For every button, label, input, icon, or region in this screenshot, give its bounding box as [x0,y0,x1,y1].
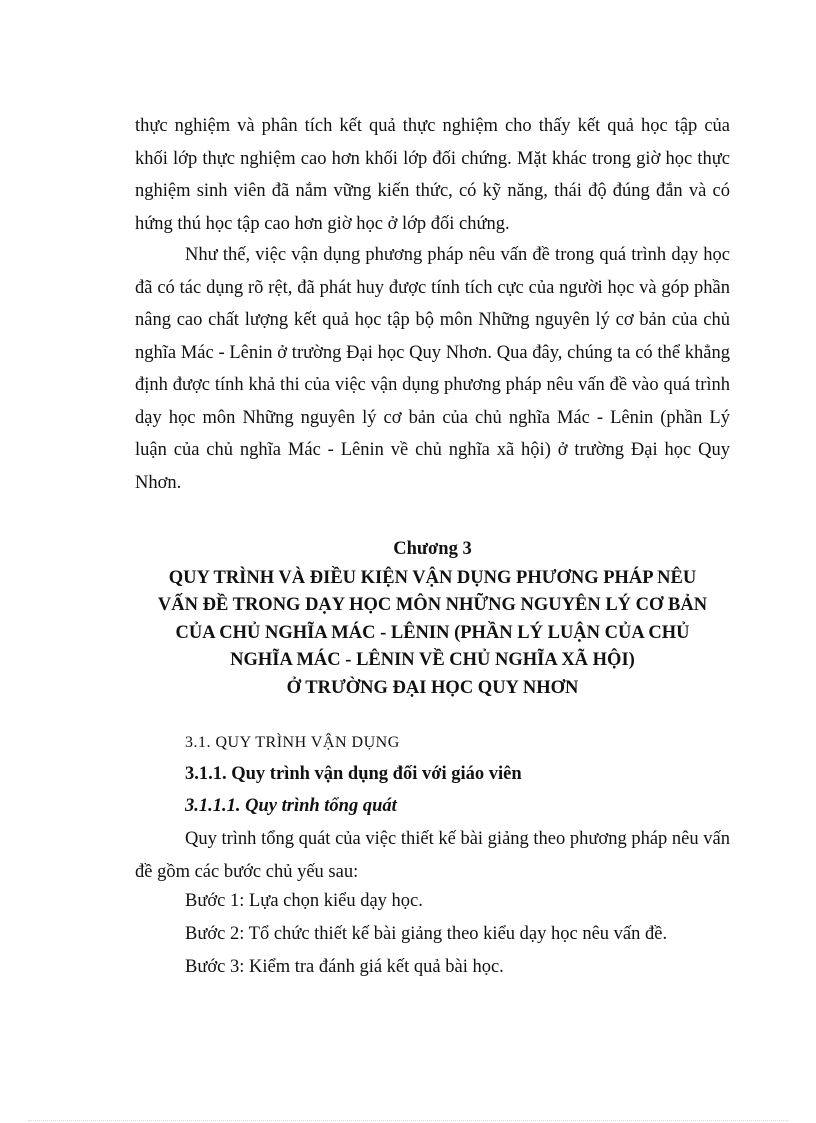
chapter-title-line: NGHĨA MÁC - LÊNIN VỀ CHỦ NGHĨA XÃ HỘI) [230,650,635,670]
section-heading-3-1: 3.1. QUY TRÌNH VẬN DỤNG [185,734,400,751]
section-heading-3-1-1: 3.1.1. Quy trình vận dụng đối với giáo viên [185,764,522,784]
paragraph-conclusion: Như thế, việc vận dụng phương pháp nêu vấn đề trong quá trình dạy học đã có tác dụng rõ rệt, đã phát huy được tính tích cực của người học và góp phần nâng cao chất lượng kết quả học tập bộ môn Những nguyên lý cơ bản của chủ nghĩa Mác - Lênin ở trường Đại học Quy Nhơn. Qua đây, chúng ta có thể khẳng định được tính khả thi của việc vận dụng phương pháp nêu vấn đề vào quá trình dạy học môn Những nguyên lý cơ bản của chủ nghĩa Mác - Lênin (phần Lý luận của chủ nghĩa Mác - Lênin về chủ nghĩa xã hội) ở trường Đại học Quy Nhơn. [135,245,730,493]
step-item: Bước 3: Kiểm tra đánh giá kết quả bài học. [185,957,504,977]
chapter-title-line: Ở TRƯỜNG ĐẠI HỌC QUY NHƠN [286,677,579,698]
section-heading-3-1-1-1: 3.1.1.1. Quy trình tổng quát [185,796,397,816]
paragraph-results: thực nghiệm và phân tích kết quả thực nghiệm cho thấy kết quả học tập của khối lớp thực nghiệm cao hơn khối lớp đối chứng. Mặt khác trong giờ học thực nghiệm sinh viên đã nắm vững kiến thức, có kỹ năng, thái độ đúng đắn và có hứng thú học tập cao hơn giờ học ở lớp đối chứng. [135,116,730,234]
chapter-title-line: QUY TRÌNH VÀ ĐIỀU KIỆN VẬN DỤNG PHƯƠNG PHÁP NÊU [168,567,697,588]
chapter-heading [120,536,745,702]
page-bottom-rule [28,1120,788,1121]
chapter-title-line: CỦA CHỦ NGHĨA MÁC - LÊNIN (PHẦN LÝ LUẬN CỦA CHỦ [175,622,690,643]
chapter-label: Chương 3 [393,539,472,559]
step-item: Bước 2: Tổ chức thiết kế bài giảng theo kiểu dạy học nêu vấn đề. [185,924,668,944]
paragraph-process-intro: Quy trình tổng quát của việc thiết kế bài giảng theo phương pháp nêu vấn đề gồm các bước chủ yếu sau: [135,829,730,882]
chapter-title-line: VẤN ĐỀ TRONG DẠY HỌC MÔN NHỮNG NGUYÊN LÝ CƠ BẢN [157,595,708,615]
step-item: Bước 1: Lựa chọn kiểu dạy học. [185,891,423,911]
